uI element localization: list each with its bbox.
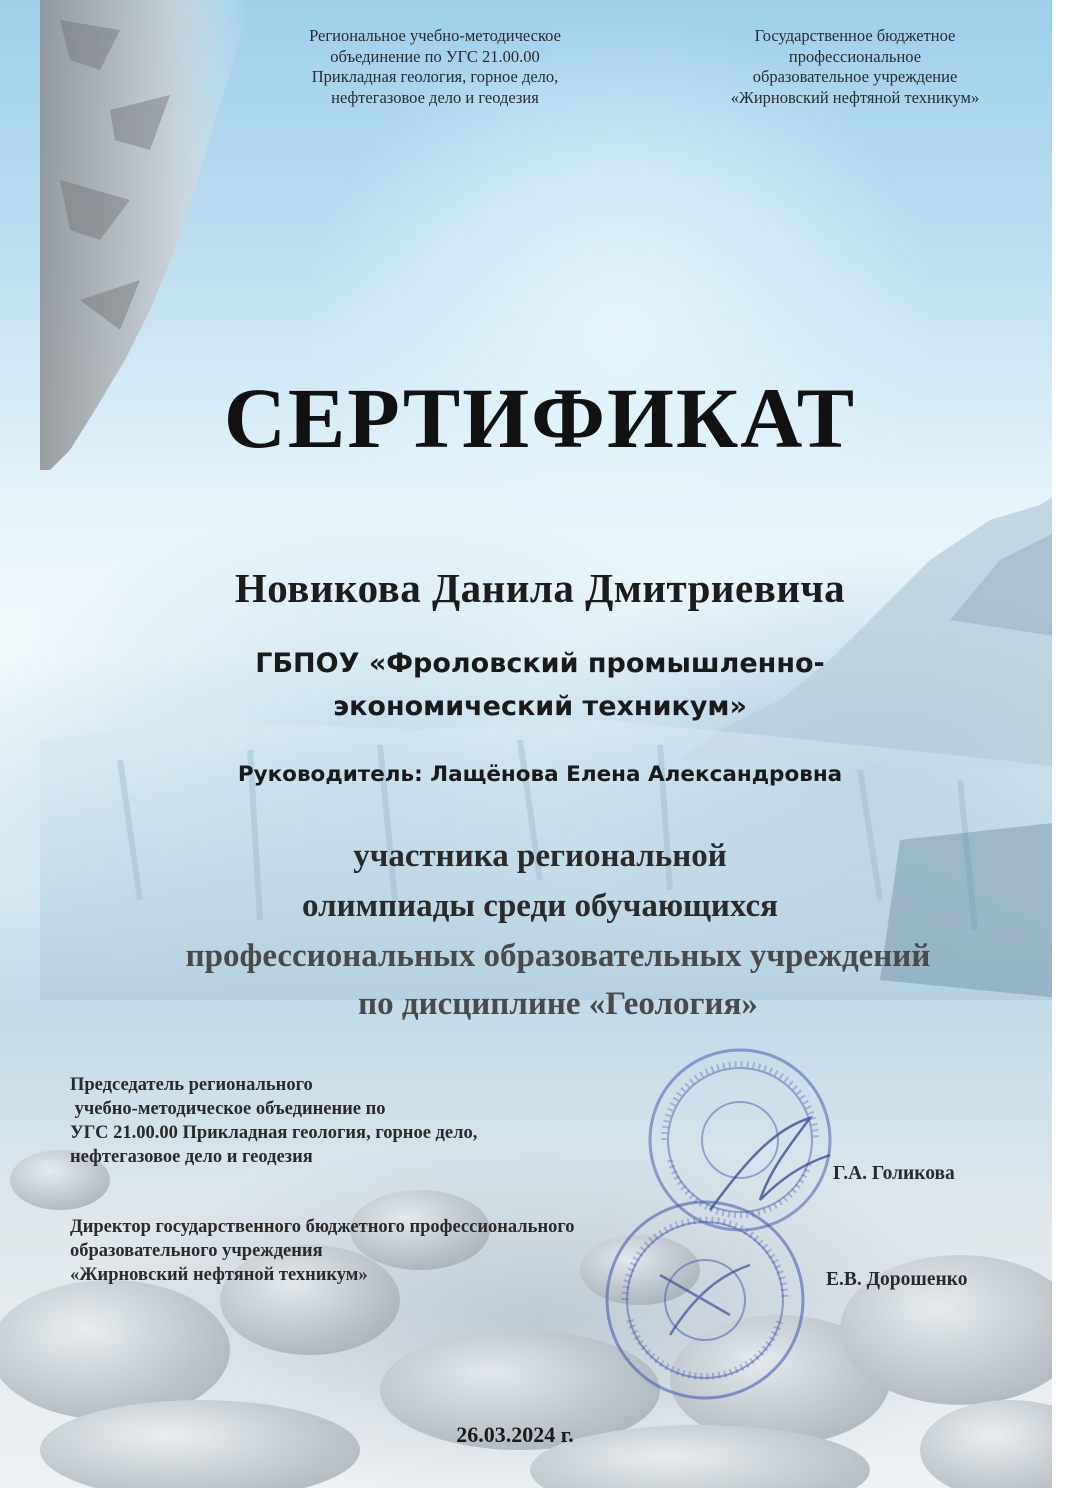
- institution: [0, 642, 1080, 728]
- certificate-title: СЕРТИФИКАТ: [223, 370, 857, 466]
- header-right-line: Государственное бюджетное: [754, 26, 956, 45]
- recipient-name: Новикова Данила Дмитриевича: [234, 565, 846, 611]
- signature-role-line: учебно-методическое объединение по: [70, 1099, 386, 1119]
- signature-block-director: [70, 1215, 790, 1287]
- header-right: [670, 26, 1040, 108]
- header-left-line: Прикладная геология, горное дело,: [311, 67, 559, 86]
- signature-role-line: нефтегазовое дело и геодезия: [70, 1147, 313, 1167]
- header-left-line: объединение по УГС 21.00.00: [330, 46, 540, 66]
- signature-name-director: Е.В. Дорошенко: [826, 1269, 968, 1290]
- institution-line: экономический техникум»: [333, 691, 747, 722]
- issue-date: 26.03.2024 г.: [456, 1422, 574, 1447]
- signature-role-line: образовательного учреждения: [70, 1241, 323, 1261]
- signature-role-line: «Жирновский нефтяной техникум»: [70, 1265, 368, 1285]
- header-right-line: образовательное учреждение: [752, 67, 958, 86]
- signature-block-chairman: [70, 1073, 630, 1169]
- body-line: олимпиады среди обучающихся: [302, 888, 778, 924]
- supervisor: Руководитель: Лащёнова Елена Александровна: [237, 762, 843, 787]
- body-line: профессиональных образовательных учреждений: [185, 938, 931, 974]
- header-left-line: Региональное учебно-методическое: [309, 26, 561, 45]
- header-left: [240, 26, 630, 108]
- header-right-line: профессиональное: [788, 46, 922, 66]
- body-line: по дисциплине «Геология»: [358, 986, 758, 1022]
- signature-name-chairman: Г.А. Голикова: [833, 1163, 955, 1184]
- body-line: участника региональной: [353, 838, 727, 874]
- institution-line: ГБПОУ «Фроловский промышленно-: [255, 648, 825, 679]
- header-left-line: нефтегазовое дело и геодезия: [331, 87, 539, 107]
- signature-role-line: Директор государственного бюджетного профессионального: [70, 1217, 575, 1237]
- signature-role-line: Председатель регионального: [70, 1075, 313, 1095]
- header-right-line: «Жирновский нефтяной техникум»: [730, 87, 980, 107]
- signature-role-line: УГС 21.00.00 Прикладная геология, горное дело,: [70, 1123, 478, 1143]
